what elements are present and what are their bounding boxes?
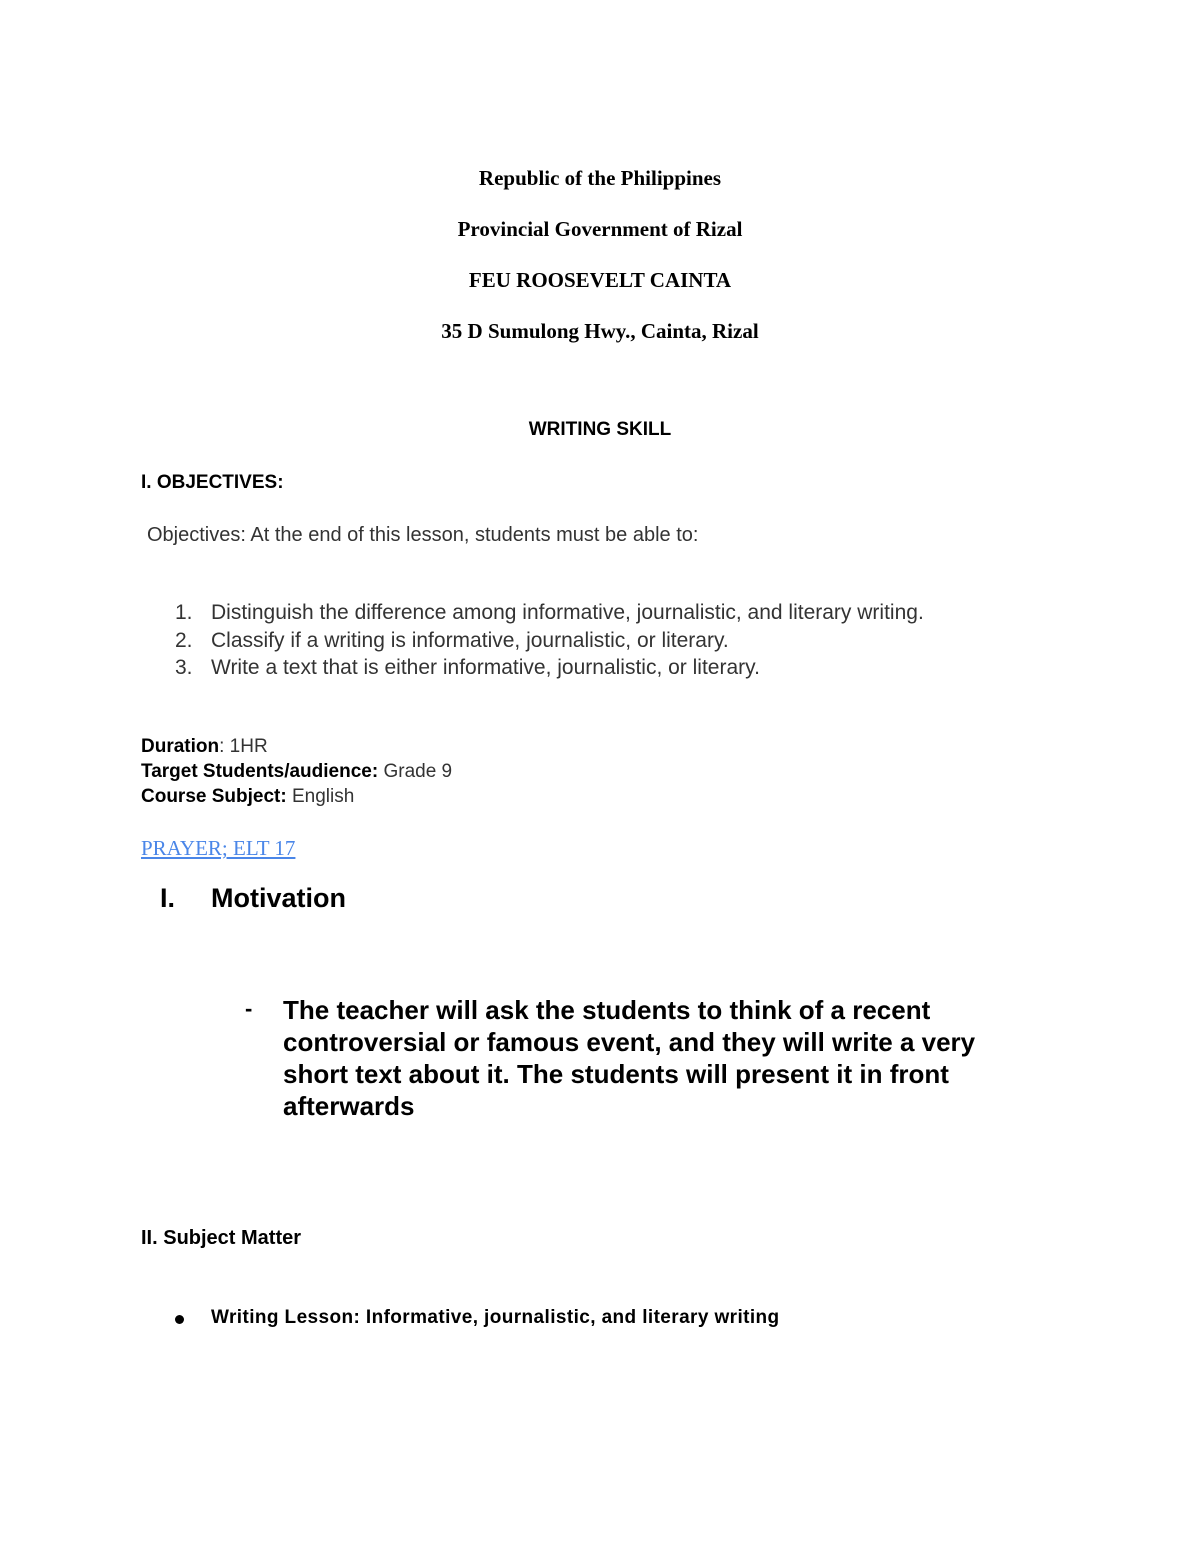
- list-item-number: 2.: [175, 629, 193, 652]
- motivation-heading: Motivation: [211, 883, 346, 913]
- subject-label: Course Subject:: [141, 786, 287, 807]
- duration-line: [141, 736, 268, 758]
- dash-bullet: -: [245, 996, 253, 1021]
- motivation-text: The teacher will ask the students to think of a recent controversial or famous event, and they will write a very short text about it. The students will present it in front afterwards: [283, 995, 976, 1121]
- duration-value: : 1HR: [219, 736, 268, 757]
- audience-line: [141, 761, 452, 783]
- subject-value: English: [286, 786, 355, 807]
- motivation-number: I.: [160, 883, 176, 913]
- header-provincial-government: Provincial Government of Rizal: [457, 217, 743, 241]
- list-item-text: Write a text that is either informative, journalistic, or literary.: [211, 656, 760, 679]
- list-item-text: Distinguish the difference among informative, journalistic, and literary writing.: [211, 601, 924, 624]
- audience-label: Target Students/audience:: [141, 761, 379, 782]
- header-republic: Republic of the Philippines: [478, 166, 722, 190]
- document-title: WRITING SKILL: [528, 419, 672, 440]
- prayer-link[interactable]: PRAYER; ELT 17: [141, 836, 296, 860]
- subject-line: [141, 786, 354, 808]
- list-item-text: Classify if a writing is informative, journalistic, or literary.: [211, 629, 729, 652]
- subject-matter-heading: II. Subject Matter: [141, 1227, 302, 1249]
- objectives-intro: Objectives: At the end of this lesson, students must be able to:: [147, 524, 699, 546]
- list-item-number: 3.: [175, 656, 193, 679]
- subject-matter-bullet: Writing Lesson: Informative, journalistic, and literary writing: [211, 1307, 780, 1328]
- duration-label: Duration: [141, 736, 220, 757]
- bullet-dot-icon: [175, 1315, 184, 1324]
- header-school-name: FEU ROOSEVELT CAINTA: [468, 268, 732, 292]
- header-address: 35 D Sumulong Hwy., Cainta, Rizal: [441, 319, 759, 343]
- audience-value: Grade 9: [378, 761, 453, 782]
- list-item-number: 1.: [175, 601, 193, 624]
- objectives-heading: I. OBJECTIVES:: [141, 472, 284, 493]
